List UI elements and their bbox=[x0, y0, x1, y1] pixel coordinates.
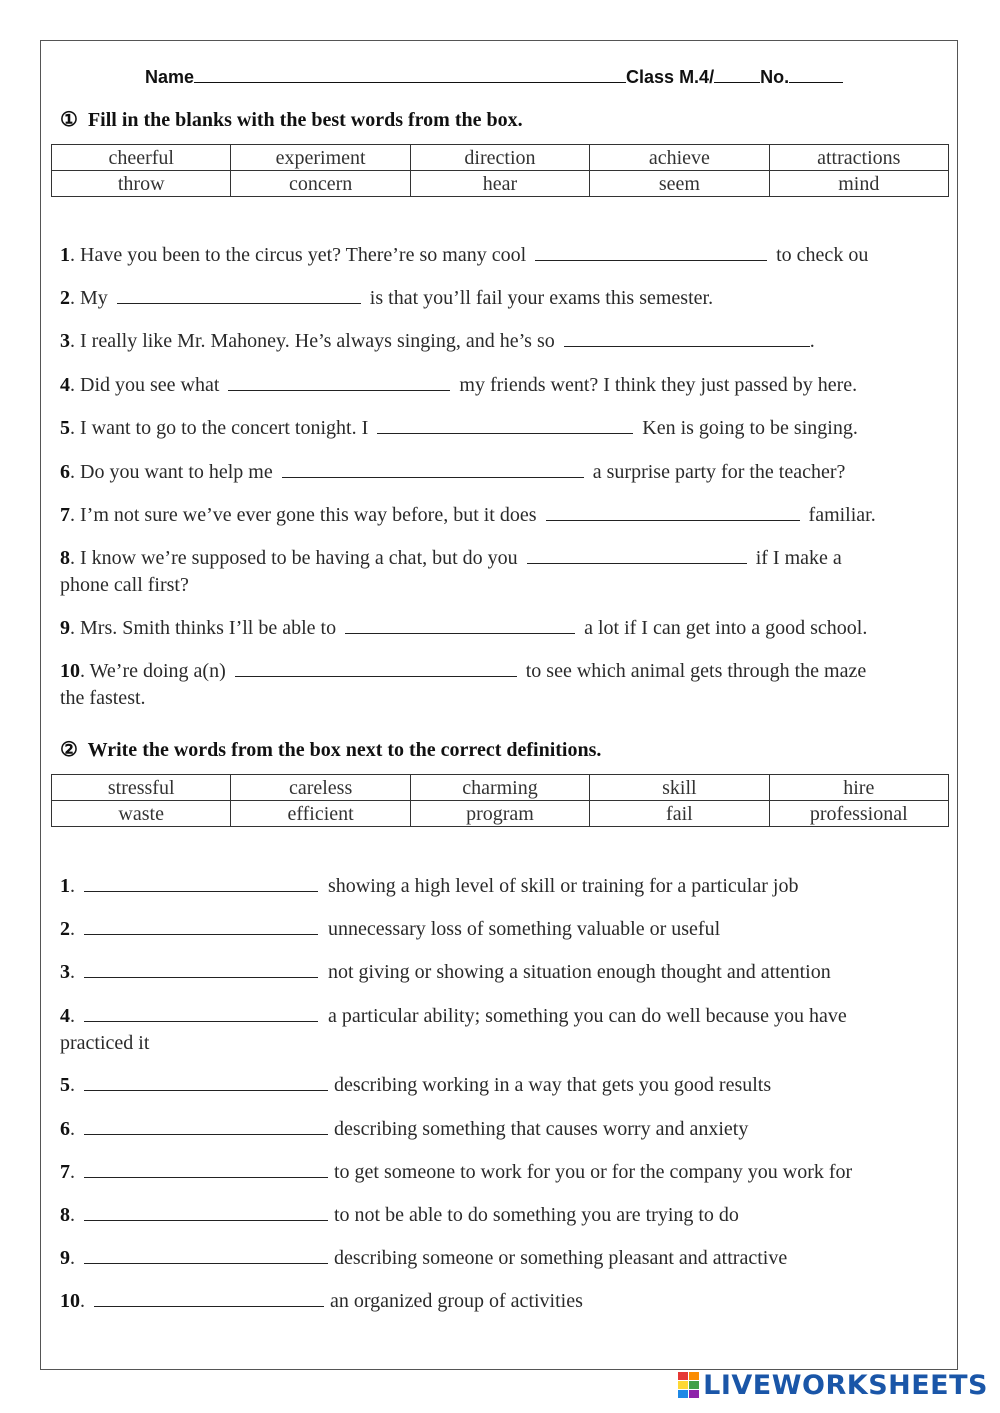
logo-square bbox=[689, 1372, 699, 1380]
word-cell: skill bbox=[590, 775, 769, 801]
definition-3: 3. not giving or showing a situation enough thought and attention bbox=[60, 961, 831, 983]
question-3 bbox=[60, 328, 815, 355]
question-number: 7 bbox=[60, 504, 70, 526]
definition-number: 9 bbox=[60, 1247, 70, 1269]
question-number: 5 bbox=[60, 417, 70, 439]
liveworksheets-logo[interactable] bbox=[678, 1369, 988, 1401]
answer-blank[interactable] bbox=[535, 242, 767, 261]
answer-blank[interactable] bbox=[527, 545, 747, 564]
question-4 bbox=[60, 372, 857, 399]
word-cell: throw bbox=[52, 171, 231, 197]
question-number: 2 bbox=[60, 287, 70, 309]
question-number: 4 bbox=[60, 374, 70, 396]
definition-7: 7. to get someone to work for you or for the company you work for bbox=[60, 1161, 853, 1183]
word-cell: professional bbox=[769, 801, 948, 827]
question-number: 8 bbox=[60, 547, 70, 569]
answer-blank[interactable] bbox=[345, 615, 575, 634]
question-text: if I make a bbox=[755, 547, 842, 569]
question-number: 10 bbox=[60, 660, 80, 682]
question-text: . I really like Mr. Mahoney. He’s always singing, and he’s so bbox=[70, 330, 555, 352]
answer-blank[interactable] bbox=[94, 1288, 324, 1307]
question-text: familiar. bbox=[808, 504, 876, 526]
section-2-title-text: Write the words from the box next to the correct definitions. bbox=[87, 739, 602, 761]
question-text: . bbox=[809, 330, 815, 352]
section-2-marker: ② bbox=[60, 739, 78, 761]
question-9 bbox=[60, 615, 867, 642]
definition-number: 10 bbox=[60, 1290, 80, 1312]
question-6 bbox=[60, 459, 845, 486]
question-text: a surprise party for the teacher? bbox=[592, 461, 846, 483]
name-label: Name bbox=[145, 67, 195, 87]
definition-text: unnecessary loss of something valuable or useful bbox=[328, 918, 721, 940]
word-cell: experiment bbox=[231, 145, 410, 171]
question-text: the fastest. bbox=[60, 687, 146, 709]
question-text: . We’re doing a(n) bbox=[80, 660, 226, 682]
question-text: . I’m not sure we’ve ever gone this way before, but it does bbox=[70, 504, 537, 526]
word-box-2-row bbox=[52, 775, 949, 801]
question-text: phone call first? bbox=[60, 574, 189, 596]
answer-blank[interactable] bbox=[546, 502, 800, 521]
word-cell: hear bbox=[410, 171, 589, 197]
definition-4: 4. a particular ability; something you can do well because you have practiced it bbox=[60, 1005, 847, 1054]
answer-blank[interactable] bbox=[84, 1116, 328, 1135]
question-text: Ken is going to be singing. bbox=[642, 417, 858, 439]
question-text: . My bbox=[70, 287, 108, 309]
answer-blank[interactable] bbox=[84, 1159, 328, 1178]
definition-text: not giving or showing a situation enough thought and attention bbox=[328, 961, 831, 983]
question-text: to see which animal gets through the maze bbox=[525, 660, 867, 682]
word-cell: seem bbox=[590, 171, 769, 197]
question-number: 1 bbox=[60, 244, 70, 266]
answer-blank[interactable] bbox=[84, 916, 318, 935]
definition-text: showing a high level of skill or training for a particular job bbox=[328, 875, 799, 897]
question-text: . Have you been to the circus yet? There’re so many cool bbox=[70, 244, 527, 266]
answer-blank[interactable] bbox=[117, 285, 361, 304]
word-box-2-row bbox=[52, 801, 949, 827]
section-1-title bbox=[60, 107, 523, 132]
question-number: 6 bbox=[60, 461, 70, 483]
student-info-header bbox=[145, 66, 843, 88]
definition-number: 8 bbox=[60, 1204, 70, 1226]
question-10 bbox=[60, 658, 866, 712]
definition-text: a particular ability; something you can do well because you have bbox=[328, 1005, 847, 1027]
word-box-1-row bbox=[52, 145, 949, 171]
word-cell: attractions bbox=[769, 145, 948, 171]
answer-blank[interactable] bbox=[564, 328, 810, 347]
definition-1: 1. showing a high level of skill or training for a particular job bbox=[60, 875, 799, 897]
logo-square bbox=[678, 1390, 688, 1398]
word-cell: concern bbox=[231, 171, 410, 197]
definition-number: 4 bbox=[60, 1005, 70, 1027]
section-1-title-text: Fill in the blanks with the best words from the box. bbox=[87, 109, 523, 131]
answer-blank[interactable] bbox=[84, 959, 318, 978]
question-text: . I know we’re supposed to be having a chat, but do you bbox=[70, 547, 518, 569]
word-cell: achieve bbox=[590, 145, 769, 171]
definition-8: 8. to not be able to do something you are trying to do bbox=[60, 1204, 739, 1226]
definition-10: 10. an organized group of activities bbox=[60, 1290, 583, 1312]
question-text: my friends went? I think they just passed by here. bbox=[459, 374, 858, 396]
definition-number: 6 bbox=[60, 1118, 70, 1140]
name-field[interactable] bbox=[194, 66, 626, 83]
question-number: 9 bbox=[60, 617, 70, 639]
word-cell: stressful bbox=[52, 775, 231, 801]
definition-text: to not be able to do something you are trying to do bbox=[334, 1204, 739, 1226]
question-5 bbox=[60, 415, 858, 442]
answer-blank[interactable] bbox=[377, 415, 633, 434]
question-8 bbox=[60, 545, 842, 599]
word-box-1 bbox=[51, 144, 949, 197]
answer-blank[interactable] bbox=[84, 1202, 328, 1221]
logo-square bbox=[678, 1372, 688, 1380]
word-cell: mind bbox=[769, 171, 948, 197]
answer-blank[interactable] bbox=[84, 1072, 328, 1091]
answer-blank[interactable] bbox=[84, 873, 318, 892]
definition-number: 3 bbox=[60, 961, 70, 983]
liveworksheets-logo-icon bbox=[678, 1372, 699, 1398]
definition-9: 9. describing someone or something pleasant and attractive bbox=[60, 1247, 788, 1269]
answer-blank[interactable] bbox=[228, 372, 450, 391]
class-label: Class M.4/ bbox=[626, 67, 715, 87]
class-field[interactable] bbox=[714, 66, 760, 83]
definition-text: describing working in a way that gets you good results bbox=[334, 1074, 772, 1096]
question-1 bbox=[60, 242, 868, 269]
question-text: is that you’ll fail your exams this semester. bbox=[369, 287, 714, 309]
word-cell: program bbox=[410, 801, 589, 827]
question-text: to check ou bbox=[776, 244, 869, 266]
definition-text: practiced it bbox=[60, 1032, 150, 1054]
logo-square bbox=[689, 1390, 699, 1398]
liveworksheets-logo-text: LIVEWORKSHEETS bbox=[703, 1369, 988, 1401]
definition-number: 5 bbox=[60, 1074, 70, 1096]
question-text: . Did you see what bbox=[70, 374, 220, 396]
definition-2: 2. unnecessary loss of something valuable or useful bbox=[60, 918, 721, 940]
question-text: . I want to go to the concert tonight. I bbox=[70, 417, 369, 439]
section-2-title bbox=[60, 737, 601, 762]
logo-square bbox=[689, 1381, 699, 1389]
answer-blank[interactable] bbox=[84, 1003, 318, 1022]
word-cell: waste bbox=[52, 801, 231, 827]
definition-5: 5. describing working in a way that gets you good results bbox=[60, 1074, 772, 1096]
answer-blank[interactable] bbox=[84, 1245, 328, 1264]
word-box-2 bbox=[51, 774, 949, 827]
answer-blank[interactable] bbox=[235, 658, 517, 677]
question-text: a lot if I can get into a good school. bbox=[584, 617, 868, 639]
word-cell: direction bbox=[410, 145, 589, 171]
word-cell: charming bbox=[410, 775, 589, 801]
definition-text: describing something that causes worry and anxiety bbox=[334, 1118, 749, 1140]
word-cell: careless bbox=[231, 775, 410, 801]
question-text: . Do you want to help me bbox=[70, 461, 273, 483]
answer-blank[interactable] bbox=[282, 459, 584, 478]
word-cell: cheerful bbox=[52, 145, 231, 171]
word-cell: hire bbox=[769, 775, 948, 801]
logo-square bbox=[678, 1381, 688, 1389]
number-label: No. bbox=[760, 67, 790, 87]
question-text: . Mrs. Smith thinks I’ll be able to bbox=[70, 617, 337, 639]
definition-number: 2 bbox=[60, 918, 70, 940]
definition-6: 6. describing something that causes worry and anxiety bbox=[60, 1118, 749, 1140]
word-cell: efficient bbox=[231, 801, 410, 827]
question-number: 3 bbox=[60, 330, 70, 352]
definition-number: 1 bbox=[60, 875, 70, 897]
definition-text: to get someone to work for you or for the company you work for bbox=[334, 1161, 853, 1183]
number-field[interactable] bbox=[789, 66, 843, 83]
question-7 bbox=[60, 502, 876, 529]
definition-text: an organized group of activities bbox=[330, 1290, 583, 1312]
question-2 bbox=[60, 285, 713, 312]
definition-text: describing someone or something pleasant and attractive bbox=[334, 1247, 788, 1269]
word-cell: fail bbox=[590, 801, 769, 827]
word-box-1-row bbox=[52, 171, 949, 197]
section-1-marker: ① bbox=[60, 109, 78, 131]
definition-number: 7 bbox=[60, 1161, 70, 1183]
